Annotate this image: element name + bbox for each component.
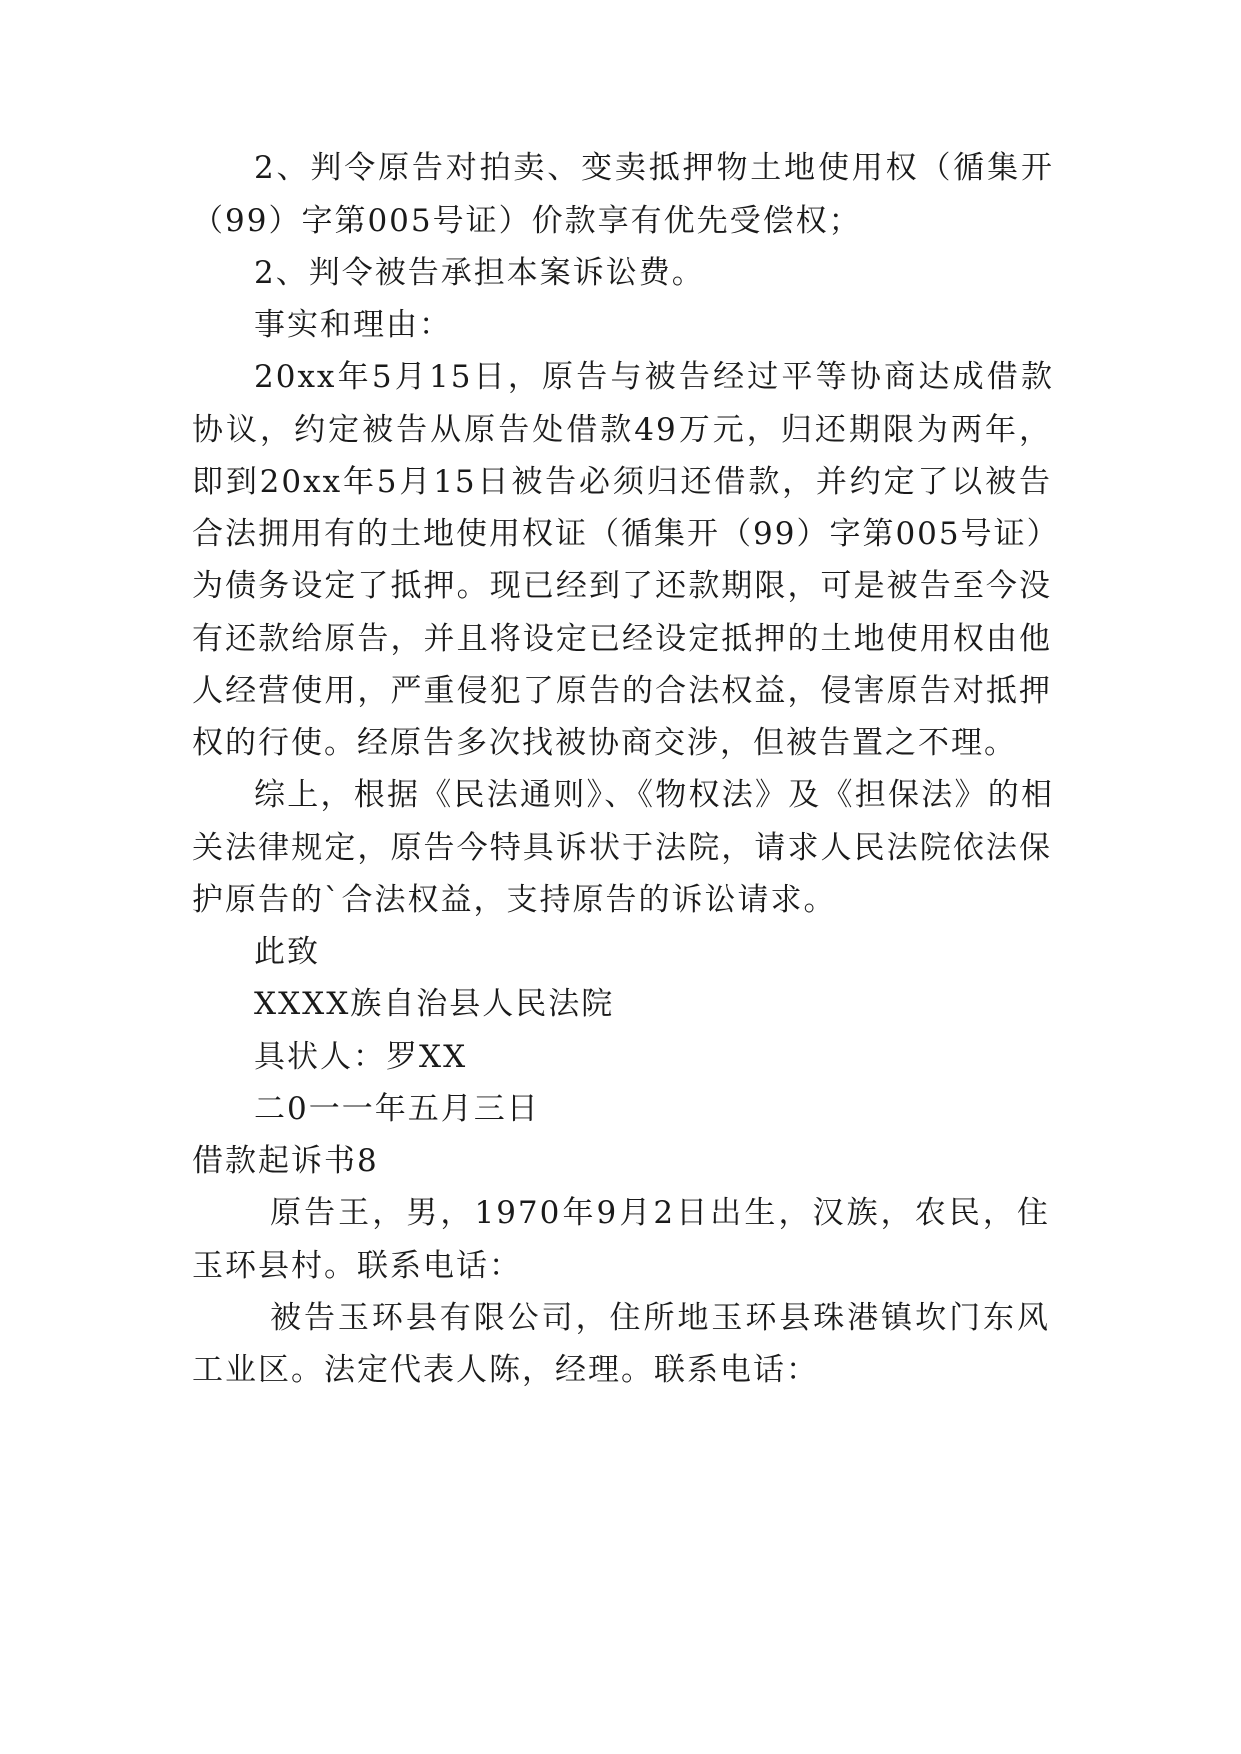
section-heading: 事实和理由： bbox=[254, 307, 452, 343]
paragraph-line: 2、判令被告承担本案诉讼费。 bbox=[254, 255, 705, 291]
paragraph-line: 合法拥用有的土地使用权证（循集开（99）字第005号证） bbox=[192, 516, 1060, 552]
document-title: 借款起诉书8 bbox=[192, 1143, 379, 1179]
paragraph-line: 原告王，男，1970年9月2日出生，汉族，农民，住 bbox=[270, 1195, 1050, 1231]
plaintiff-signature: 具状人：罗XX bbox=[254, 1039, 468, 1075]
paragraph-line: 关法律规定，原告今特具诉状于法院，请求人民法院依法保 bbox=[192, 830, 1052, 866]
paragraph-line: 2、判令原告对拍卖、变卖抵押物土地使用权（循集开 bbox=[254, 150, 1054, 186]
paragraph-line: 20xx年5月15日，原告与被告经过平等协商达成借款 bbox=[254, 359, 1054, 395]
paragraph-line: 玉环县村。联系电话： bbox=[192, 1248, 522, 1284]
paragraph-line: 工业区。法定代表人陈，经理。联系电话： bbox=[192, 1352, 819, 1388]
paragraph-line: 即到20xx年5月15日被告必须归还借款，并约定了以被告 bbox=[192, 464, 1052, 500]
paragraph-line: 护原告的`合法权益，支持原告的诉讼请求。 bbox=[192, 882, 837, 918]
date-line: 二0一一年五月三日 bbox=[254, 1091, 540, 1127]
paragraph-line: 人经营使用，严重侵犯了原告的合法权益，侵害原告对抵押 bbox=[192, 673, 1052, 709]
paragraph-line: 被告玉环县有限公司，住所地玉环县珠港镇坎门东风 bbox=[270, 1300, 1050, 1336]
paragraph-line: 综上，根据《民法通则》、《物权法》及《担保法》的相 bbox=[254, 777, 1054, 813]
paragraph-line: 有还款给原告，并且将设定已经设定抵押的土地使用权由他 bbox=[192, 621, 1052, 657]
salutation: 此致 bbox=[254, 934, 320, 970]
court-name: XXXX族自治县人民法院 bbox=[254, 986, 615, 1022]
paragraph-line: 协议，约定被告从原告处借款49万元，归还期限为两年， bbox=[192, 412, 1052, 448]
paragraph-line: 权的行使。经原告多次找被协商交涉，但被告置之不理。 bbox=[192, 725, 1017, 761]
paragraph-line: 为债务设定了抵押。现已经到了还款期限，可是被告至今没 bbox=[192, 568, 1052, 604]
paragraph-line: （99）字第005号证）价款享有优先受偿权； bbox=[192, 203, 862, 239]
